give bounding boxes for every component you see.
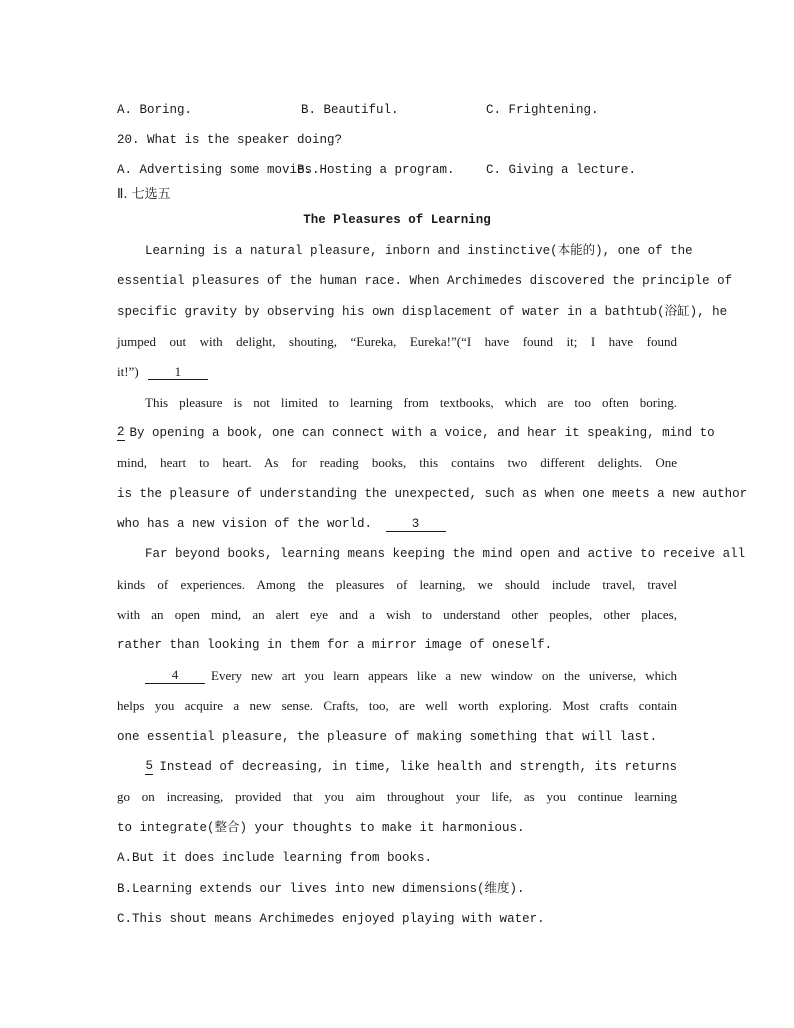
q20-option-c: C. Giving a lecture.: [486, 163, 637, 177]
choice-b: B.Learning extends our lives into new dimensions(维度).: [117, 882, 525, 896]
blank-3: 3: [386, 517, 446, 532]
p2-line-1: This pleasure is not limited to learning from textbooks, which are too often boring.: [145, 395, 677, 410]
p2-line-2-text: By opening a book, one can connect with a voice, and hear it speaking, mind to: [129, 426, 715, 440]
p1-line-5: [117, 364, 677, 380]
choice-a: A.But it does include learning from books.: [117, 851, 433, 865]
q19-option-c: C. Frightening.: [486, 103, 599, 117]
p3-line-1: Far beyond books, learning means keeping the mind open and active to receive all: [145, 547, 746, 561]
section-heading: Ⅱ. 七选五: [117, 187, 171, 202]
p3-line-4: rather than looking in them for a mirror image of oneself.: [117, 638, 553, 652]
p1-line-5-text: it!”): [117, 364, 139, 379]
p4-line-1-text: Every new art you learn appears like a new window on the universe, which: [211, 668, 677, 683]
p1-line-2: essential pleasures of the human race. When Archimedes discovered the principle of: [117, 274, 733, 288]
p5-line-1-text: Instead of decreasing, in time, like health and strength, its returns: [159, 760, 677, 774]
q19-option-a: A. Boring.: [117, 103, 193, 117]
p4-line-1: [145, 668, 677, 684]
passage-title: The Pleasures of Learning: [303, 213, 491, 227]
blank-2: 2: [117, 425, 125, 439]
choice-c: C.This shout means Archimedes enjoyed playing with water.: [117, 912, 545, 926]
p4-line-3: one essential pleasure, the pleasure of making something that will last.: [117, 730, 658, 744]
p2-line-4: is the pleasure of understanding the unexpected, such as when one meets a new author: [117, 487, 748, 501]
p2-line-5: [117, 516, 677, 532]
p2-line-5-text: who has a new vision of the world.: [117, 517, 373, 531]
p4-line-2: helps you acquire a new sense. Crafts, too, are well worth exploring. Most crafts contain: [117, 698, 677, 713]
q20-option-b: B. Hosting a program.: [297, 163, 455, 177]
p5-line-1: [145, 759, 677, 775]
blank-5: 5: [145, 759, 153, 773]
p2-line-2: [117, 425, 715, 441]
p2-line-3: mind, heart to heart. As for reading books, this contains two different delights. One: [117, 455, 677, 470]
p1-line-4: jumped out with delight, shouting, “Eureka, Eureka!”(“I have found it; I have found: [117, 334, 677, 349]
p1-line-3: specific gravity by observing his own displacement of water in a bathtub(浴缸), he: [117, 305, 728, 319]
blank-4: 4: [145, 668, 205, 684]
blank-1: 1: [148, 365, 208, 380]
p3-line-2: kinds of experiences. Among the pleasures of learning, we should include travel, travel: [117, 577, 677, 592]
q20-option-a: A. Advertising some movies.: [117, 163, 320, 177]
p5-line-3: to integrate(整合) your thoughts to make it harmonious.: [117, 821, 525, 835]
q20-question: 20. What is the speaker doing?: [117, 133, 343, 147]
q19-option-b: B. Beautiful.: [301, 103, 399, 117]
p3-line-3: with an open mind, an alert eye and a wish to understand other peoples, other places,: [117, 607, 677, 622]
p1-line-1: Learning is a natural pleasure, inborn and instinctive(本能的), one of the: [145, 244, 693, 258]
p5-line-2: go on increasing, provided that you aim throughout your life, as you continue learning: [117, 789, 677, 804]
